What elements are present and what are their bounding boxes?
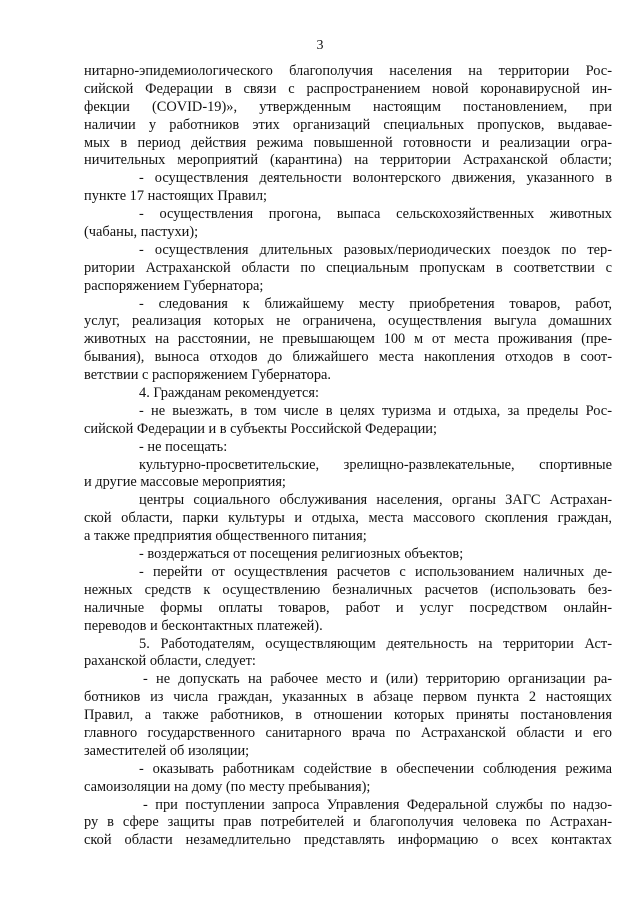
text-line: нежных средств к осуществлению безналичных расчетов (использовать без- [84,581,612,598]
text-line: ничительных мероприятий (карантина) на территории Астраханской области; [84,152,612,169]
page-number: 3 [316,38,324,53]
text-line: - при поступлении запроса Управления Федеральной службы по надзо- [143,796,612,813]
text-line: бывания), выноса отходов до ближайшего места накопления отходов в соот- [84,349,612,366]
text-line: ритории Астраханской области по специальным пропускам в соответствии с [84,259,612,276]
text-line: животных на расстоянии, не превышающем 100 м от места проживания (пре- [84,331,612,348]
text-line: ру в сфере защиты прав потребителей и благополучия человека по Астрахан- [84,814,612,831]
text-line: - осуществления деятельности волонтерского движения, указанного в [139,170,612,187]
text-line: ветствии с распоряжением Губернатора. [84,367,332,384]
text-line: - не посещать: [139,438,228,455]
text-line: 4. Гражданам рекомендуется: [139,385,319,402]
text-line: - следования к ближайшему месту приобретения товаров, работ, [139,295,612,312]
text-line: - осуществления прогона, выпаса сельскохозяйственных животных [139,206,612,223]
text-line: и другие массовые мероприятия; [84,474,286,491]
text-line: переводов и бесконтактных платежей). [84,617,323,634]
text-line: пункте 17 настоящих Правил; [84,188,268,205]
text-line: главного государственного санитарного врача по Астраханской области и его [84,724,612,741]
text-line: фекции (COVID-19)», утвержденным настоящим постановлением, при [84,98,612,115]
text-line: - не выезжать, в том числе в целях туризма и отдыха, за пределы Рос- [139,402,612,419]
text-line: (чабаны, пастухи); [84,224,199,241]
text-line: - перейти от осуществления расчетов с использованием наличных де- [139,563,612,580]
text-line: услуг, реализация которых не ограничена, осуществления выгула домашних [84,313,612,330]
text-line: ской области, парки культуры и отдыха, места массового скопления граждан, [84,510,612,527]
text-line: сийской Федерации в связи с распространением новой коронавирусной ин- [84,80,612,97]
text-line: сийской Федерации и в субъекты Российской Федерации; [84,420,438,437]
text-line: раханской области, следует: [84,653,256,670]
text-line: ботников из числа граждан, указанных в абзаце первом пункта 2 настоящих [84,689,612,706]
text-line: наличные формы оплаты товаров, работ и услуг посредством онлайн- [84,599,612,616]
document-body [84,63,612,850]
text-line: Правил, а также работников, в отношении которых приняты постановления [84,707,612,724]
text-line: заместителей об изоляции; [84,742,250,759]
text-line: - не допускать на рабочее место и (или) территорию организации ра- [143,671,612,688]
text-line: 5. Работодателям, осуществляющим деятельность на территории Аст- [139,635,612,652]
text-line: а также предприятия общественного питания; [84,528,367,545]
text-line: мых в период действия режима повышенной готовности и реализации огра- [84,134,612,151]
text-line: распоряжением Губернатора; [84,277,264,294]
text-line: культурно-просветительские, зрелищно-развлекательные, спортивные [139,456,612,473]
text-line: - воздержаться от посещения религиозных объектов; [139,546,464,563]
text-line: - оказывать работникам содействие в обеспечении соблюдения режима [139,760,612,777]
text-line: - осуществления длительных разовых/периодических поездок по тер- [139,241,612,258]
text-line: центры социального обслуживания населения, органы ЗАГС Астрахан- [139,492,612,509]
text-line: ской области незамедлительно представлять информацию о всех контактах [84,832,612,849]
text-line: нитарно-эпидемиологического благополучия населения на территории Рос- [84,63,612,79]
text-line: самоизоляции на дому (по месту пребывания); [84,778,371,795]
text-line: наличии у работников этих организаций специальных пропусков, выдавае- [84,116,612,133]
